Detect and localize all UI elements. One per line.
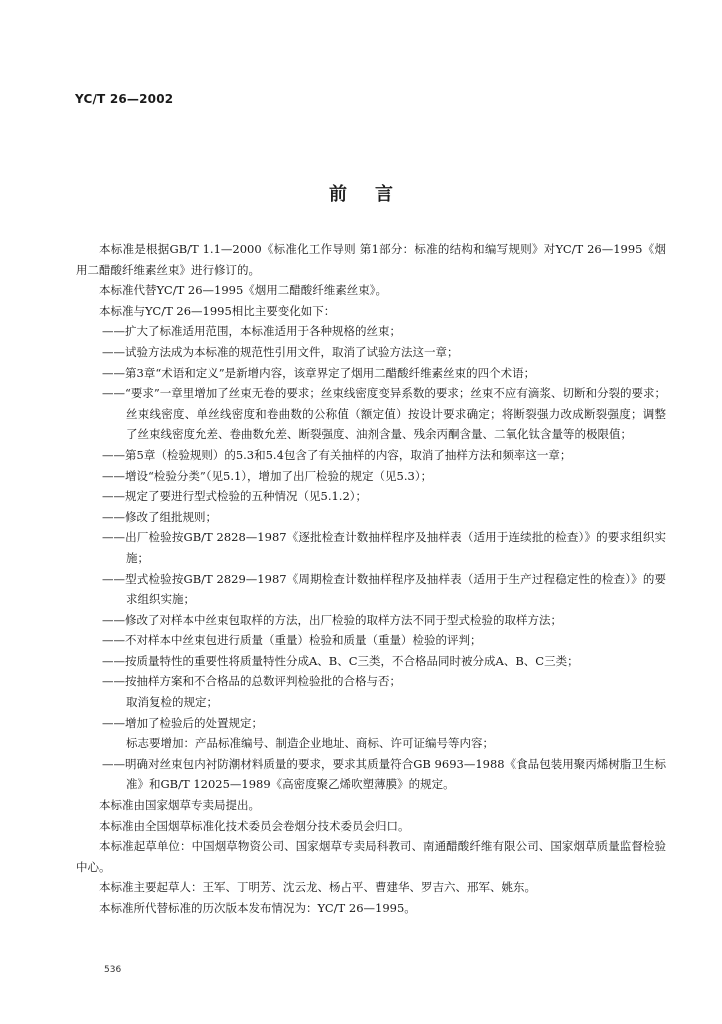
change-item: ——扩大了标准适用范围，本标准适用于各种规格的丝束； [102, 324, 401, 339]
change-item: ——规定了要进行型式检验的五种情况（见5.1.2）； [102, 489, 368, 504]
change-item: ——修改了组批规则； [102, 509, 217, 524]
change-item: ——型式检验按GB/T 2829—1987《周期检查计数抽样程序及抽样表（适用于生产过程稳定性的检查）》的要求组织实施； [102, 571, 666, 607]
change-item: ——试验方法成为本标准的规范性引用文件，取消了试验方法这一章； [102, 344, 459, 359]
closing-paragraph: 本标准由全国烟草标准化技术委员会卷烟分技术委员会归口。 [99, 818, 410, 833]
change-item: ——“要求”一章里增加了丝束无卷的要求；丝束线密度变异系数的要求；丝束不应有滴浆、切断和分裂的要求；丝束线密度、单丝线密度和卷曲数的公称值（额定值）按设计要求确定；将断裂强力改成断裂强度；调整了丝束线密度允差、卷曲数允差、断裂强度、油剂含量、残余丙酮含量、二氧化钛含量等的极限值； [102, 386, 666, 442]
change-item: ——按质量特性的重要性将质量特性分成A、B、C三类，不合格品同时被分成A、B、C三类； [102, 653, 579, 668]
change-item: ——第5章（检验规则）的5.3和5.4包含了有关抽样的内容，取消了抽样方法和频率这一章； [102, 447, 572, 462]
page-number: 536 [104, 965, 122, 975]
change-item: ——出厂检验按GB/T 2828—1987《逐批检查计数抽样程序及抽样表（适用于连续批的检查）》的要求组织实施； [102, 530, 666, 565]
foreword-body [76, 239, 666, 919]
change-item: ——增设“检验分类”（见5.1），增加了出厂检验的规定（见5.3）； [102, 468, 433, 483]
closing-paragraph: 本标准所代替标准的历次版本发布情况为：YC/T 26—1995。 [99, 901, 416, 915]
intro-paragraph: 本标准与YC/T 26—1995相比主要变化如下： [99, 303, 336, 318]
change-item: ——不对样本中丝束包进行质量（重量）检验和质量（重量）检验的评判； [102, 633, 482, 648]
change-item: ——明确对丝束包内衬防潮材料质量的要求，要求其质量符合GB 9693—1988《食品包装用聚丙烯树脂卫生标准》和GB/T 12025—1989《高密度聚乙烯吹塑薄膜》的规定。 [102, 756, 666, 792]
standard-code-header: YC/T 26—2002 [75, 92, 174, 106]
change-item: ——第3章“术语和定义”是新增内容，该章界定了烟用二醋酸纤维素丝束的四个术语； [102, 365, 536, 380]
change-item: ——修改了对样本中丝束包取样的方法，出厂检验的取样方法不同于型式检验的取样方法； [102, 612, 562, 627]
change-subline: 标志要增加：产品标准编号、制造企业地址、商标、许可证编号等内容； [126, 736, 494, 751]
closing-paragraph: 本标准由国家烟草专卖局提出。 [99, 798, 260, 813]
change-item: ——增加了检验后的处置规定； [102, 715, 263, 730]
intro-paragraph: 本标准是根据GB/T 1.1—2000《标准化工作导则 第1部分：标准的结构和编写规则》对YC/T 26—1995《烟用二醋酸纤维素丝束》进行修订的。 [76, 242, 666, 277]
change-subline: 取消复检的规定； [126, 695, 218, 710]
page-title: 前言 [329, 184, 421, 205]
closing-paragraph: 本标准主要起草人：王军、丁明芳、沈云龙、杨占平、曹建华、罗吉六、邢军、姚东。 [99, 880, 536, 895]
intro-paragraph: 本标准代替YC/T 26—1995《烟用二醋酸纤维素丝束》。 [99, 283, 388, 298]
change-item: ——按抽样方案和不合格品的总数评判检验批的合格与否； [102, 674, 401, 689]
closing-paragraph: 本标准起草单位：中国烟草物资公司、国家烟草专卖局科教司、南通醋酸纤维有限公司、国家烟草质量监督检验中心。 [76, 839, 666, 874]
